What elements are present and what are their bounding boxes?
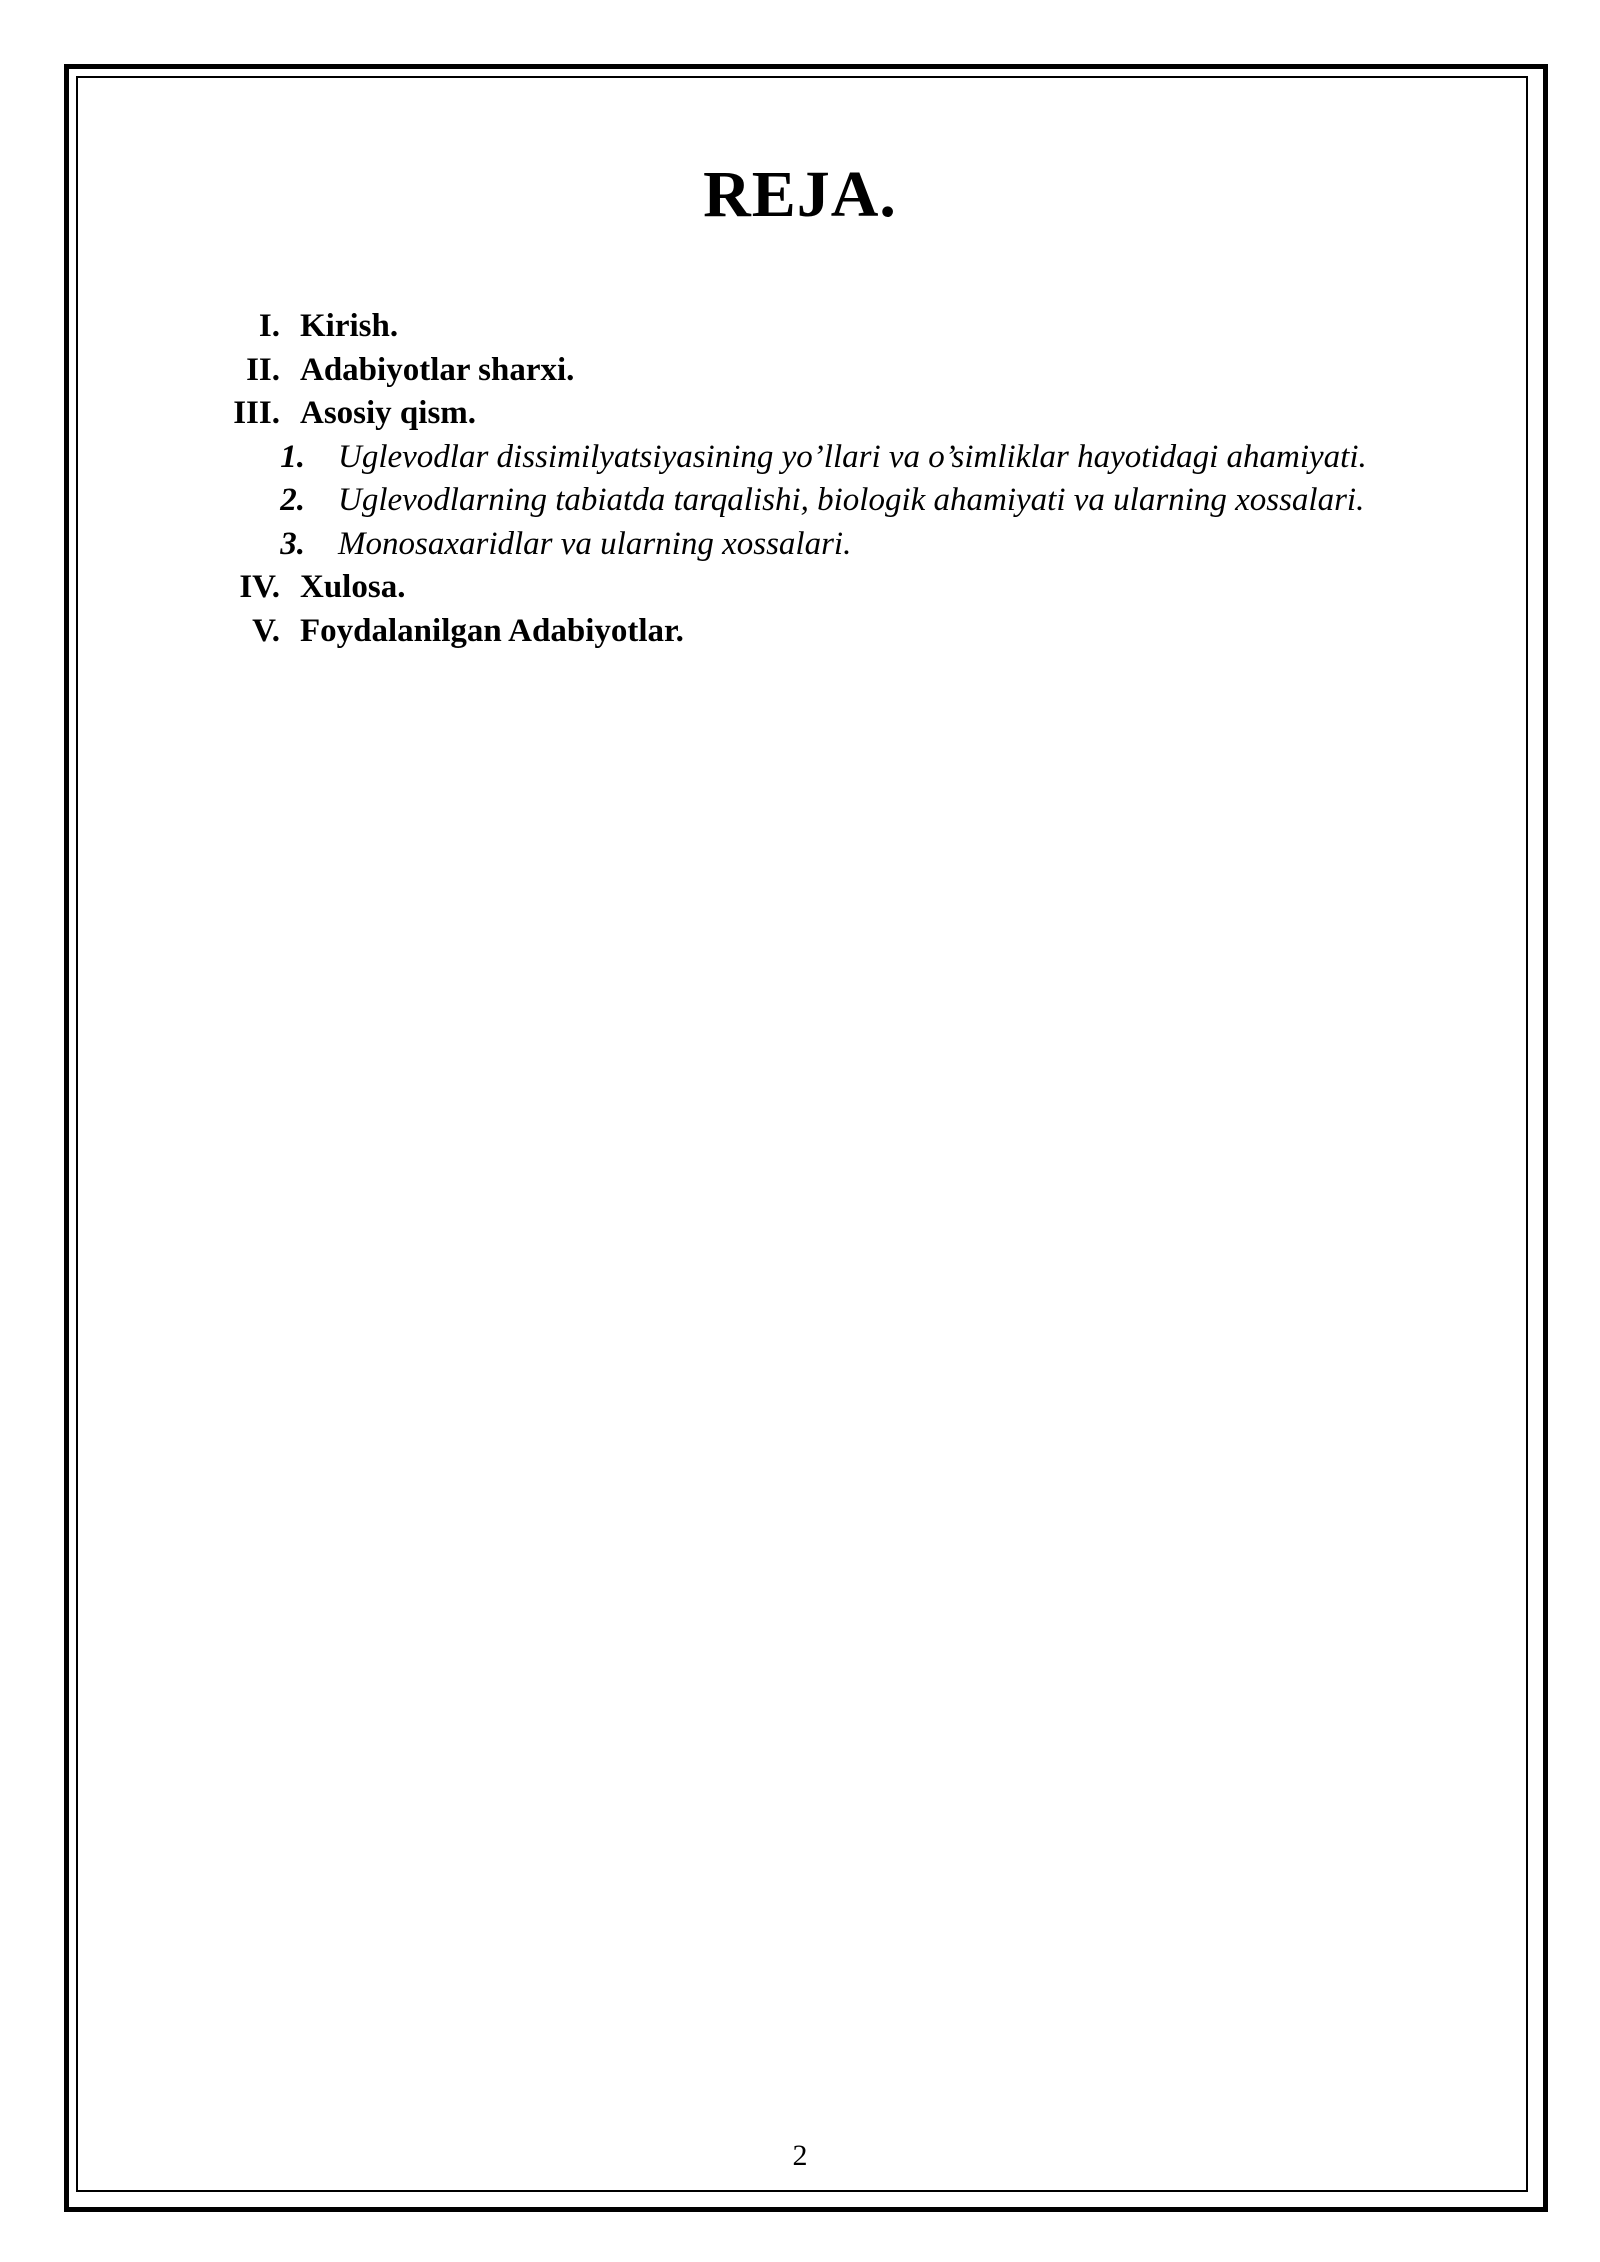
plan-subitem-text: Uglevodlar dissimilyatsiyasining yo’llari va o’simliklar hayotidagi ahamiyati. (338, 438, 1367, 475)
plan-subitem-number: 1. (280, 438, 305, 475)
plan-item-numeral: I. (258, 308, 280, 344)
plan-item-literature-review (150, 349, 1460, 393)
plan-item-numeral: IV. (239, 569, 280, 605)
page-title: REJA. (703, 158, 897, 231)
plan-item-references (150, 610, 1460, 654)
plan-item-introduction (150, 305, 1460, 349)
plan-item-text: Foydalanilgan Adabiyotlar. (300, 612, 684, 649)
page-number: 2 (792, 2139, 808, 2172)
plan-item-text: Asosiy qism. (300, 395, 477, 431)
plan-subitem-text: Monosaxaridlar va ularning xossalari. (338, 525, 852, 562)
plan-item-conclusion (150, 566, 1460, 610)
plan-item-text: Adabiyotlar sharxi. (300, 351, 575, 388)
plan-item-numeral: II. (246, 351, 280, 388)
plan-item-text: Kirish. (300, 308, 399, 344)
plan-subitem-number: 2. (280, 482, 305, 518)
plan-subitem (150, 523, 1460, 567)
plan-item-text: Xulosa. (300, 569, 406, 605)
plan-item-main-part (150, 392, 1460, 436)
plan-list (150, 305, 1460, 653)
plan-subitem-text: Uglevodlarning tabiatda tarqalishi, biologik ahamiyati va ularning xossalari. (338, 482, 1365, 518)
plan-item-numeral: III. (233, 395, 280, 431)
plan-subitem-number: 3. (280, 525, 305, 562)
plan-subitem (150, 479, 1460, 523)
plan-subitem (150, 436, 1460, 480)
plan-item-numeral: V. (252, 612, 280, 649)
